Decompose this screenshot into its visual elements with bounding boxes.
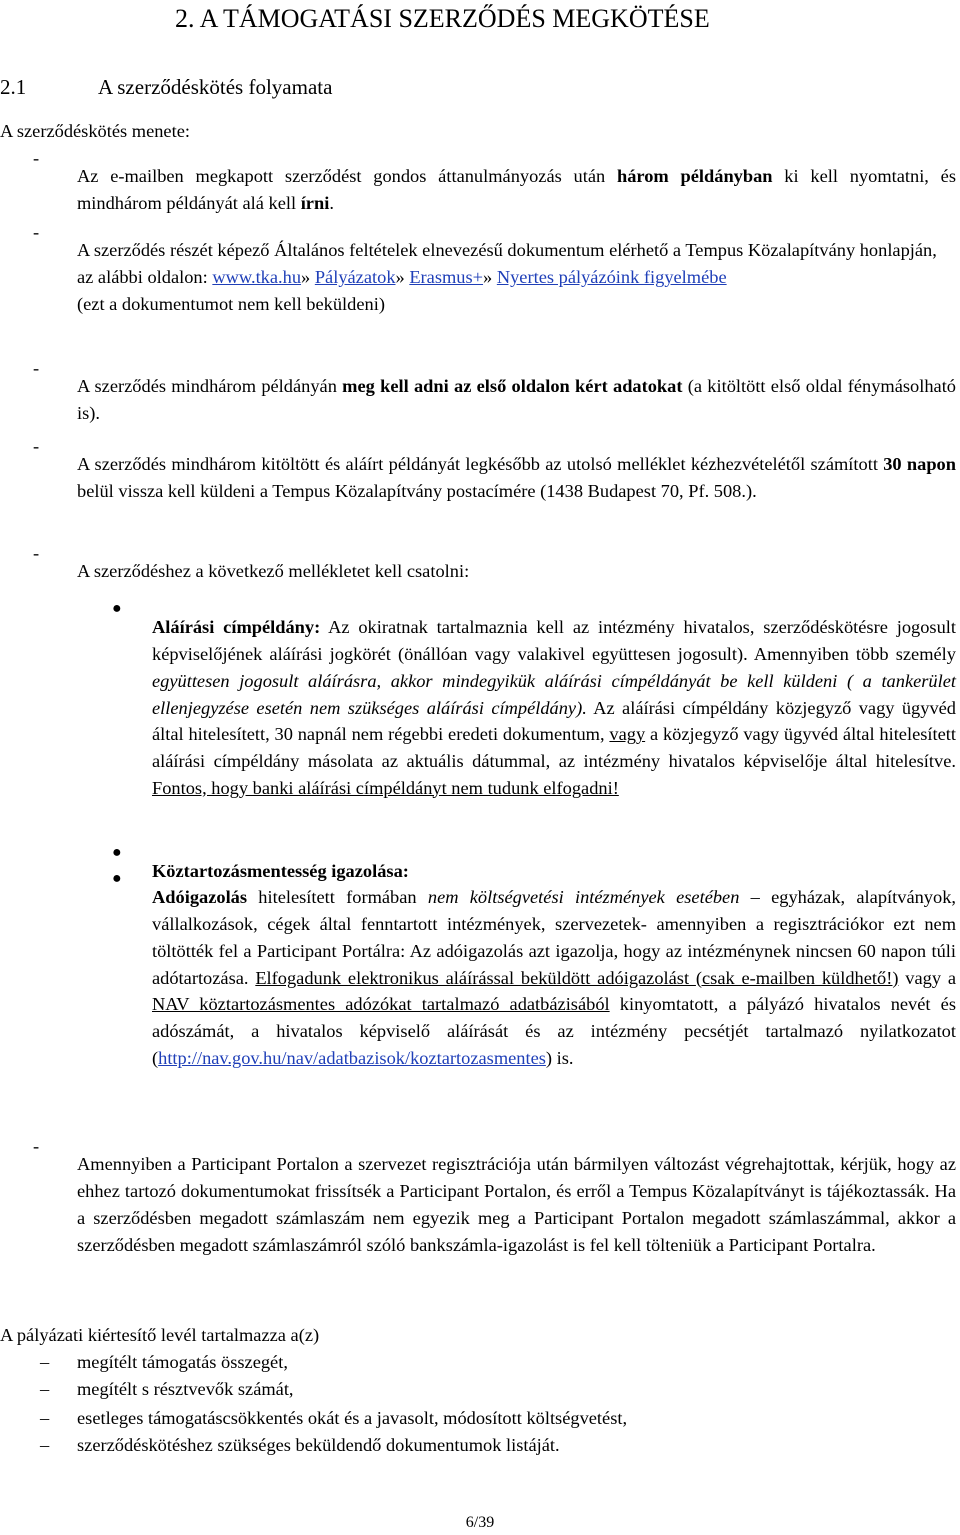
bullet-marker: ●: [112, 600, 122, 617]
dash-marker: -: [33, 358, 40, 378]
link-palyazatok[interactable]: Pályázatok: [314, 267, 396, 288]
link-erasmus[interactable]: Erasmus+: [409, 267, 484, 288]
paragraph-text: A szerződés részét képező Általános feltételek elnevezésű dokumentum elérhető a Tempus Közalapítvány honlapján, az alábbi oldalon: www.tka.hu» Pályázatok» Erasmus+» Nyertes pályázóink figyelmébe (ezt a dokumentumot nem kell beküldeni): [77, 240, 937, 314]
dash-marker: –: [40, 1352, 50, 1372]
paragraph-text: Köztartozásmentesség igazolása:: [152, 861, 409, 882]
section-number: 2.1: [0, 75, 27, 99]
list-intro: A pályázati kiértesítő levél tartalmazza a(z): [0, 1325, 320, 1345]
dash-marker: -: [33, 436, 40, 456]
link-nyertes-palyazoink[interactable]: Nyertes pályázóink figyelmébe: [496, 267, 727, 288]
section-title: A szerződéskötés folyamata: [98, 75, 333, 99]
dash-marker: -: [33, 1136, 40, 1156]
page-number: 6/39: [465, 1514, 495, 1531]
intro-text: A szerződéskötés menete:: [0, 121, 190, 141]
dash-marker: –: [40, 1379, 50, 1399]
dash-marker: -: [33, 222, 40, 242]
link-tka[interactable]: www.tka.hu: [212, 267, 302, 288]
paragraph-text: A szerződés mindhárom kitöltött és aláírt példányát legkésőbb az utolsó melléklet kézhezvételétől számított 30 napon belül vissza kell küldeni a Tempus Közalapítvány postacímére (1438 Budapest 70, Pf. 508.).: [77, 454, 956, 502]
page-heading: 2. A TÁMOGATÁSI SZERZŐDÉS MEGKÖTÉSE: [175, 4, 710, 33]
paragraph-text: Aláírási címpéldány: Az okiratnak tartalmaznia kell az intézmény hivatalos, szerződéskötésre jogosult képviselőjének aláírási jogkörét (önállóan vagy valakivel együttesen jogosult). Amennyiben több személy együttesen jogosult aláírásra, akkor mindegyikük aláírási címpéldányát be kell küldeni ( a tankerület ellenjegyzése esetén nem szükséges aláírási címpéldány). Az aláírási címpéldány közjegyző vagy ügyvéd által hitelesített, 30 napnál nem régebbi eredeti dokumentum, vagy a közjegyző vagy ügyvéd által hitelesített aláírási címpéldány másolata az aktuális dátummal, az intézmény hivatalos képviselője által hitelesítve. Fontos, hogy banki aláírási címpéldányt nem tudunk elfogadni!: [152, 617, 957, 798]
paragraph-text: Adóigazolás hitelesített formában nem költségvetési intézmények esetében – egyházak, alapítványok, vállalkozások, cégek által fenntartott intézmények, szervezetek- amennyiben a regisztrációkor ezt nem töltötték fel a Participant Portálra: Az adóigazolás azt igazolja, hogy az intézménynek nincsen 60 napon túli adótartozása. Elfogadunk elektronikus aláírással beküldött adóigazolást (csak e-mailben küldhető!) vagy a NAV köztartozásmentes adózókat tartalmazó adatbázisából kinyomtatott, a pályázó hivatalos nevét és adószámát, a hivatalos képviselő aláírását és az intézmény pecsétjét tartalmazó nyilatkozatot (http://nav.gov.hu/nav/adatbazisok/koztartozasmentes) is.: [152, 887, 956, 1068]
link-nav[interactable]: http://nav.gov.hu/nav/adatbazisok/koztartozasmentes: [158, 1047, 546, 1068]
paragraph-text: A szerződéshez a következő mellékletet kell csatolni:: [77, 561, 470, 582]
paragraph-text: A szerződés mindhárom példányán meg kell adni az első oldalon kért adatokat (a kitöltött első oldal fénymásolható is).: [77, 376, 957, 424]
note-text: (ezt a dokumentumot nem kell beküldeni): [77, 293, 385, 314]
dash-marker: –: [40, 1408, 50, 1428]
bullet-marker: ●: [112, 870, 122, 887]
list-item-text: megítélt támogatás összegét,: [77, 1352, 288, 1372]
section-heading: [0, 74, 332, 100]
list-item-text: szerződéskötéshez szükséges beküldendő dokumentumok listáját.: [77, 1435, 560, 1455]
dash-marker: -: [33, 148, 40, 168]
list-item-text: esetleges támogatáscsökkentés okát és a javasolt, módosított költségvetést,: [77, 1408, 628, 1428]
paragraph-text: Amennyiben a Participant Portalon a szervezet regisztrációja után bármilyen változást végrehajtottak, kérjük, hogy az ehhez tartozó dokumentumokat frissítsék a Participant Portalon, és erről a Tempus Közalapítványt is tájékoztassák. Ha a szerződésben megadott számlaszám nem egyezik meg a Participant Portalon megadott számlaszámmal, akkor a szerződésben megadott számlaszámról szóló bankszámla-igazolást is fel kell tölteniük a Participant Portalra.: [77, 1154, 956, 1255]
paragraph-text: Az e-mailben megkapott szerződést gondos áttanulmányozás után három példányban ki kell nyomtatni, és mindhárom példányát alá kell írni.: [77, 166, 956, 214]
list-item-text: megítélt s résztvevők számát,: [77, 1379, 294, 1399]
bullet-marker: ●: [112, 844, 122, 861]
dash-marker: –: [40, 1435, 50, 1455]
dash-marker: -: [33, 543, 40, 563]
